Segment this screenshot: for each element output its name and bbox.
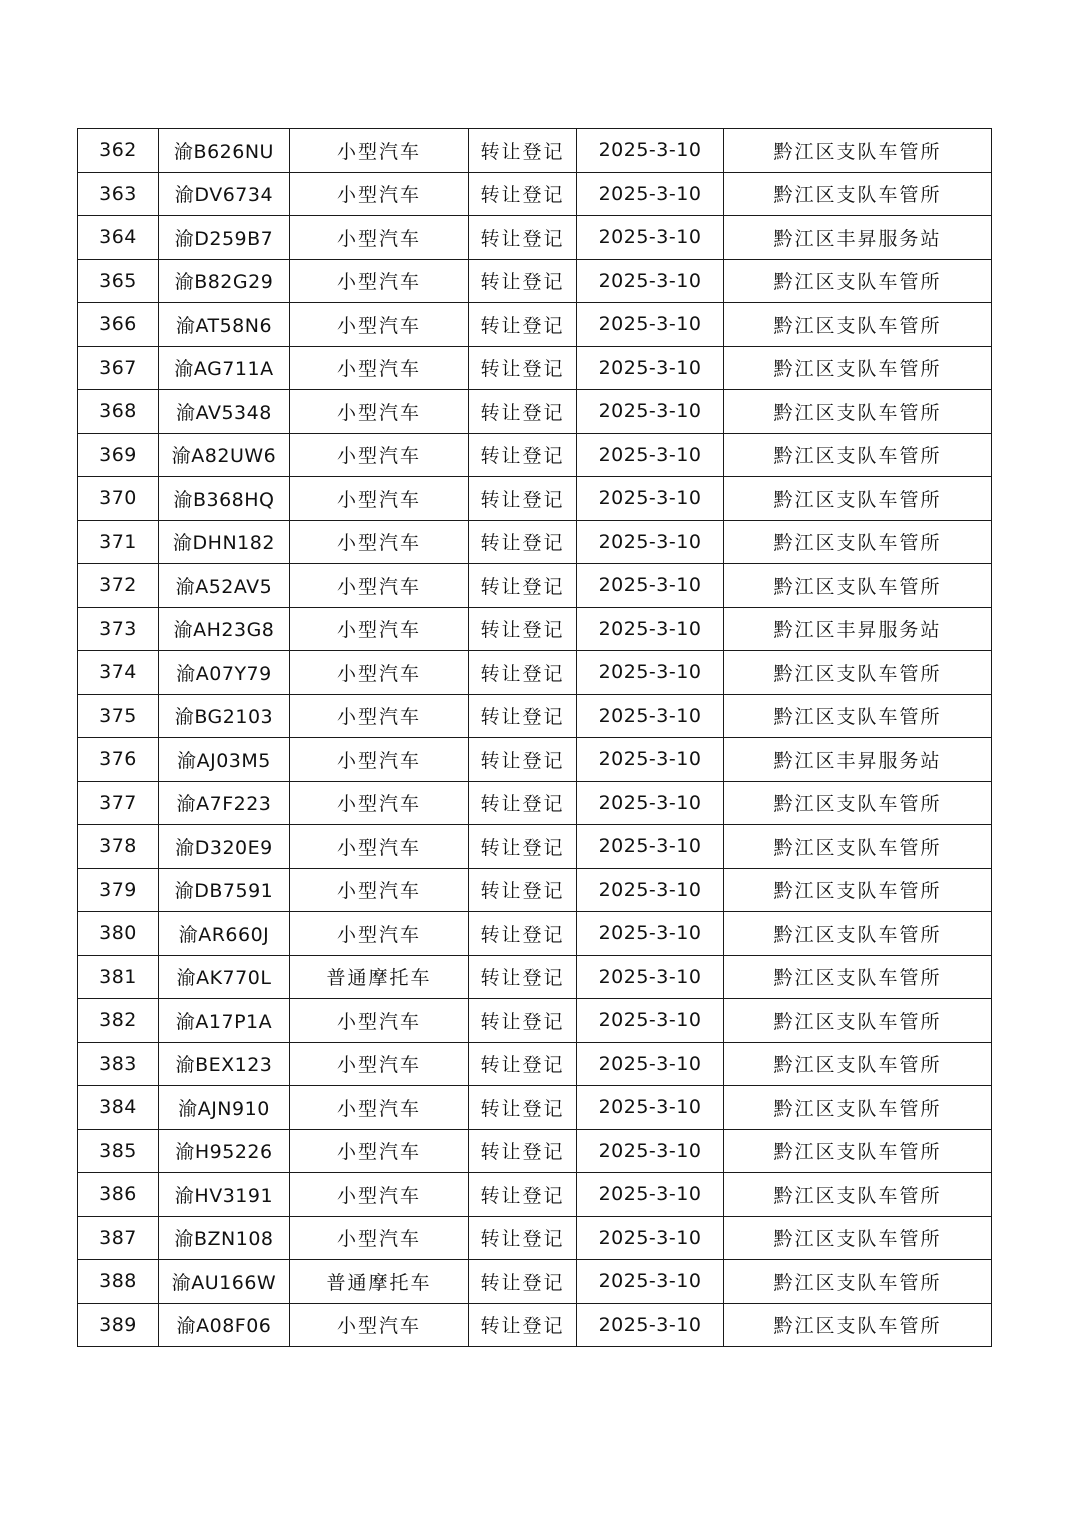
row-index-cell: 377 [78, 781, 159, 825]
business-type-cell: 转让登记 [469, 433, 577, 477]
plate-number-cell: 渝BZN108 [159, 1216, 290, 1260]
row-index-cell: 372 [78, 564, 159, 608]
vehicle-type-cell: 小型汽车 [290, 1216, 469, 1260]
table-row [78, 1260, 992, 1304]
office-cell: 黔江区支队车管所 [724, 825, 992, 869]
date-cell: 2025-3-10 [577, 738, 724, 782]
row-index-cell: 373 [78, 607, 159, 651]
table-row [78, 1173, 992, 1217]
office-cell: 黔江区支队车管所 [724, 390, 992, 434]
plate-number-cell: 渝DB7591 [159, 868, 290, 912]
table-row [78, 694, 992, 738]
date-cell: 2025-3-10 [577, 129, 724, 173]
table-row [78, 607, 992, 651]
table-row [78, 1216, 992, 1260]
plate-number-cell: 渝AT58N6 [159, 303, 290, 347]
business-type-cell: 转让登记 [469, 564, 577, 608]
business-type-cell: 转让登记 [469, 477, 577, 521]
date-cell: 2025-3-10 [577, 1042, 724, 1086]
business-type-cell: 转让登记 [469, 346, 577, 390]
office-cell: 黔江区支队车管所 [724, 564, 992, 608]
date-cell: 2025-3-10 [577, 955, 724, 999]
vehicle-type-cell: 小型汽车 [290, 390, 469, 434]
office-cell: 黔江区支队车管所 [724, 912, 992, 956]
vehicle-type-cell: 小型汽车 [290, 694, 469, 738]
row-index-cell: 364 [78, 216, 159, 260]
plate-number-cell: 渝B626NU [159, 129, 290, 173]
plate-number-cell: 渝BEX123 [159, 1042, 290, 1086]
office-cell: 黔江区支队车管所 [724, 1173, 992, 1217]
vehicle-type-cell: 小型汽车 [290, 1129, 469, 1173]
table-row [78, 520, 992, 564]
business-type-cell: 转让登记 [469, 781, 577, 825]
plate-number-cell: 渝D259B7 [159, 216, 290, 260]
office-cell: 黔江区丰昇服务站 [724, 607, 992, 651]
row-index-cell: 367 [78, 346, 159, 390]
row-index-cell: 382 [78, 999, 159, 1043]
business-type-cell: 转让登记 [469, 172, 577, 216]
date-cell: 2025-3-10 [577, 433, 724, 477]
office-cell: 黔江区支队车管所 [724, 781, 992, 825]
plate-number-cell: 渝AR660J [159, 912, 290, 956]
table-row [78, 1086, 992, 1130]
table-body [78, 129, 992, 1347]
plate-number-cell: 渝AV5348 [159, 390, 290, 434]
vehicle-type-cell: 小型汽车 [290, 651, 469, 695]
office-cell: 黔江区丰昇服务站 [724, 216, 992, 260]
office-cell: 黔江区支队车管所 [724, 1216, 992, 1260]
row-index-cell: 384 [78, 1086, 159, 1130]
office-cell: 黔江区支队车管所 [724, 433, 992, 477]
date-cell: 2025-3-10 [577, 825, 724, 869]
row-index-cell: 365 [78, 259, 159, 303]
office-cell: 黔江区支队车管所 [724, 1042, 992, 1086]
vehicle-type-cell: 小型汽车 [290, 738, 469, 782]
office-cell: 黔江区丰昇服务站 [724, 738, 992, 782]
business-type-cell: 转让登记 [469, 1086, 577, 1130]
office-cell: 黔江区支队车管所 [724, 1129, 992, 1173]
vehicle-type-cell: 小型汽车 [290, 1173, 469, 1217]
row-index-cell: 375 [78, 694, 159, 738]
row-index-cell: 369 [78, 433, 159, 477]
business-type-cell: 转让登记 [469, 1216, 577, 1260]
vehicle-transfer-table [77, 128, 992, 1347]
date-cell: 2025-3-10 [577, 1173, 724, 1217]
table-row [78, 1042, 992, 1086]
table-row [78, 1129, 992, 1173]
plate-number-cell: 渝A7F223 [159, 781, 290, 825]
office-cell: 黔江区支队车管所 [724, 868, 992, 912]
row-index-cell: 366 [78, 303, 159, 347]
business-type-cell: 转让登记 [469, 738, 577, 782]
vehicle-type-cell: 小型汽车 [290, 520, 469, 564]
vehicle-type-cell: 小型汽车 [290, 564, 469, 608]
date-cell: 2025-3-10 [577, 520, 724, 564]
vehicle-type-cell: 小型汽车 [290, 433, 469, 477]
table-row [78, 564, 992, 608]
row-index-cell: 376 [78, 738, 159, 782]
office-cell: 黔江区支队车管所 [724, 346, 992, 390]
vehicle-type-cell: 普通摩托车 [290, 1260, 469, 1304]
business-type-cell: 转让登记 [469, 1303, 577, 1347]
office-cell: 黔江区支队车管所 [724, 477, 992, 521]
date-cell: 2025-3-10 [577, 564, 724, 608]
business-type-cell: 转让登记 [469, 912, 577, 956]
table-row [78, 825, 992, 869]
row-index-cell: 385 [78, 1129, 159, 1173]
table-row [78, 172, 992, 216]
table-row [78, 738, 992, 782]
row-index-cell: 368 [78, 390, 159, 434]
table-row [78, 390, 992, 434]
table-row [78, 477, 992, 521]
vehicle-type-cell: 普通摩托车 [290, 955, 469, 999]
business-type-cell: 转让登记 [469, 1260, 577, 1304]
plate-number-cell: 渝A07Y79 [159, 651, 290, 695]
office-cell: 黔江区支队车管所 [724, 651, 992, 695]
date-cell: 2025-3-10 [577, 607, 724, 651]
table-row [78, 1303, 992, 1347]
table-row [78, 868, 992, 912]
business-type-cell: 转让登记 [469, 1173, 577, 1217]
business-type-cell: 转让登记 [469, 607, 577, 651]
office-cell: 黔江区支队车管所 [724, 129, 992, 173]
plate-number-cell: 渝DHN182 [159, 520, 290, 564]
office-cell: 黔江区支队车管所 [724, 520, 992, 564]
business-type-cell: 转让登记 [469, 651, 577, 695]
row-index-cell: 374 [78, 651, 159, 695]
business-type-cell: 转让登记 [469, 390, 577, 434]
date-cell: 2025-3-10 [577, 999, 724, 1043]
date-cell: 2025-3-10 [577, 1216, 724, 1260]
row-index-cell: 378 [78, 825, 159, 869]
date-cell: 2025-3-10 [577, 912, 724, 956]
business-type-cell: 转让登记 [469, 999, 577, 1043]
vehicle-type-cell: 小型汽车 [290, 1086, 469, 1130]
row-index-cell: 363 [78, 172, 159, 216]
table-row [78, 999, 992, 1043]
office-cell: 黔江区支队车管所 [724, 259, 992, 303]
vehicle-type-cell: 小型汽车 [290, 607, 469, 651]
row-index-cell: 387 [78, 1216, 159, 1260]
table-row [78, 303, 992, 347]
vehicle-type-cell: 小型汽车 [290, 172, 469, 216]
business-type-cell: 转让登记 [469, 520, 577, 564]
vehicle-type-cell: 小型汽车 [290, 129, 469, 173]
row-index-cell: 362 [78, 129, 159, 173]
row-index-cell: 381 [78, 955, 159, 999]
table-row [78, 955, 992, 999]
plate-number-cell: 渝A52AV5 [159, 564, 290, 608]
plate-number-cell: 渝A82UW6 [159, 433, 290, 477]
date-cell: 2025-3-10 [577, 477, 724, 521]
date-cell: 2025-3-10 [577, 1260, 724, 1304]
date-cell: 2025-3-10 [577, 781, 724, 825]
plate-number-cell: 渝B368HQ [159, 477, 290, 521]
table-row [78, 781, 992, 825]
vehicle-type-cell: 小型汽车 [290, 477, 469, 521]
plate-number-cell: 渝BG2103 [159, 694, 290, 738]
business-type-cell: 转让登记 [469, 303, 577, 347]
vehicle-type-cell: 小型汽车 [290, 999, 469, 1043]
vehicle-type-cell: 小型汽车 [290, 825, 469, 869]
date-cell: 2025-3-10 [577, 346, 724, 390]
plate-number-cell: 渝AJ03M5 [159, 738, 290, 782]
plate-number-cell: 渝AK770L [159, 955, 290, 999]
date-cell: 2025-3-10 [577, 1086, 724, 1130]
row-index-cell: 383 [78, 1042, 159, 1086]
business-type-cell: 转让登记 [469, 1042, 577, 1086]
vehicle-type-cell: 小型汽车 [290, 868, 469, 912]
row-index-cell: 388 [78, 1260, 159, 1304]
vehicle-type-cell: 小型汽车 [290, 781, 469, 825]
business-type-cell: 转让登记 [469, 868, 577, 912]
business-type-cell: 转让登记 [469, 1129, 577, 1173]
date-cell: 2025-3-10 [577, 868, 724, 912]
business-type-cell: 转让登记 [469, 216, 577, 260]
plate-number-cell: 渝AH23G8 [159, 607, 290, 651]
plate-number-cell: 渝HV3191 [159, 1173, 290, 1217]
row-index-cell: 371 [78, 520, 159, 564]
business-type-cell: 转让登记 [469, 955, 577, 999]
office-cell: 黔江区支队车管所 [724, 1086, 992, 1130]
row-index-cell: 389 [78, 1303, 159, 1347]
vehicle-type-cell: 小型汽车 [290, 912, 469, 956]
office-cell: 黔江区支队车管所 [724, 172, 992, 216]
table-row [78, 651, 992, 695]
date-cell: 2025-3-10 [577, 1303, 724, 1347]
table-row [78, 346, 992, 390]
vehicle-type-cell: 小型汽车 [290, 1042, 469, 1086]
plate-number-cell: 渝DV6734 [159, 172, 290, 216]
date-cell: 2025-3-10 [577, 259, 724, 303]
plate-number-cell: 渝AU166W [159, 1260, 290, 1304]
vehicle-type-cell: 小型汽车 [290, 216, 469, 260]
office-cell: 黔江区支队车管所 [724, 955, 992, 999]
plate-number-cell: 渝AG711A [159, 346, 290, 390]
plate-number-cell: 渝B82G29 [159, 259, 290, 303]
business-type-cell: 转让登记 [469, 129, 577, 173]
date-cell: 2025-3-10 [577, 694, 724, 738]
vehicle-type-cell: 小型汽车 [290, 1303, 469, 1347]
business-type-cell: 转让登记 [469, 825, 577, 869]
office-cell: 黔江区支队车管所 [724, 999, 992, 1043]
table-row [78, 259, 992, 303]
business-type-cell: 转让登记 [469, 694, 577, 738]
plate-number-cell: 渝D320E9 [159, 825, 290, 869]
table-row [78, 216, 992, 260]
row-index-cell: 380 [78, 912, 159, 956]
table-row [78, 912, 992, 956]
row-index-cell: 370 [78, 477, 159, 521]
plate-number-cell: 渝H95226 [159, 1129, 290, 1173]
vehicle-type-cell: 小型汽车 [290, 346, 469, 390]
date-cell: 2025-3-10 [577, 172, 724, 216]
date-cell: 2025-3-10 [577, 390, 724, 434]
table-row [78, 433, 992, 477]
plate-number-cell: 渝A17P1A [159, 999, 290, 1043]
date-cell: 2025-3-10 [577, 303, 724, 347]
vehicle-type-cell: 小型汽车 [290, 259, 469, 303]
office-cell: 黔江区支队车管所 [724, 694, 992, 738]
row-index-cell: 379 [78, 868, 159, 912]
row-index-cell: 386 [78, 1173, 159, 1217]
date-cell: 2025-3-10 [577, 1129, 724, 1173]
table-row [78, 129, 992, 173]
vehicle-type-cell: 小型汽车 [290, 303, 469, 347]
date-cell: 2025-3-10 [577, 216, 724, 260]
office-cell: 黔江区支队车管所 [724, 1303, 992, 1347]
office-cell: 黔江区支队车管所 [724, 1260, 992, 1304]
office-cell: 黔江区支队车管所 [724, 303, 992, 347]
date-cell: 2025-3-10 [577, 651, 724, 695]
plate-number-cell: 渝AJN910 [159, 1086, 290, 1130]
plate-number-cell: 渝A08F06 [159, 1303, 290, 1347]
business-type-cell: 转让登记 [469, 259, 577, 303]
